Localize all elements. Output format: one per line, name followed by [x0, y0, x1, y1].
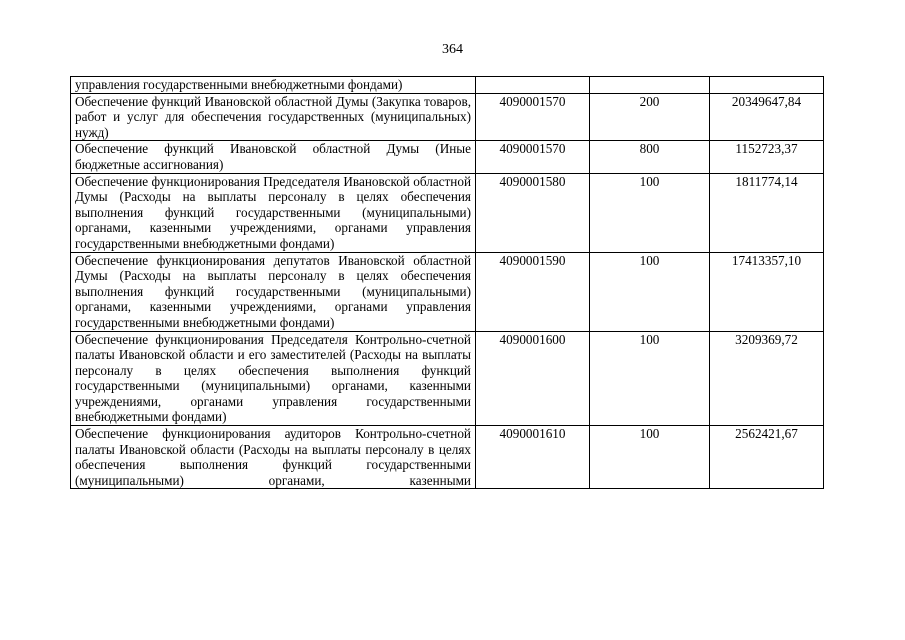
expense-type-cell: 100 [590, 331, 710, 426]
table-row [71, 141, 824, 173]
expense-type-cell: 200 [590, 93, 710, 141]
amount-cell: 1152723,37 [710, 141, 824, 173]
page-number: 364 [442, 42, 463, 57]
table-row [71, 93, 824, 141]
target-code-cell: 4090001600 [476, 331, 590, 426]
expense-name-cell: Обеспечение функционирования Председателя Ивановской областной Думы (Расходы на выплаты персоналу в целях обеспечения выполнения функций государственными (муниципальными) органами, казенными учреждениями, органами управления государственными внебюджетными фондами) [71, 173, 476, 252]
expense-type-cell: 800 [590, 141, 710, 173]
table-row [71, 77, 824, 94]
amount-cell: 20349647,84 [710, 93, 824, 141]
expense-name-cell: управления государственными внебюджетными фондами) [71, 77, 476, 94]
table-row [71, 426, 824, 489]
amount-cell [710, 77, 824, 94]
table-row [71, 252, 824, 331]
expense-name-cell: Обеспечение функционирования Председателя Контрольно-счетной палаты Ивановской области и его заместителей (Расходы на выплаты персоналу в целях обеспечения выполнения функций государственными (муниципальными) органами, казенными учреждениями, органами управления государственными внебюджетными фондами) [71, 331, 476, 426]
budget-table [70, 76, 824, 489]
target-code-cell: 4090001590 [476, 252, 590, 331]
table-row [71, 331, 824, 426]
amount-cell: 3209369,72 [710, 331, 824, 426]
target-code-cell: 4090001570 [476, 141, 590, 173]
expense-name-cell: Обеспечение функционирования депутатов Ивановской областной Думы (Расходы на выплаты персоналу в целях обеспечения выполнения функций государственными (муниципальными) органами, казенными учреждениями, органами управления государственными внебюджетными фондами) [71, 252, 476, 331]
target-code-cell: 4090001610 [476, 426, 590, 489]
amount-cell: 17413357,10 [710, 252, 824, 331]
expense-type-cell: 100 [590, 252, 710, 331]
expense-type-cell: 100 [590, 426, 710, 489]
amount-cell: 2562421,67 [710, 426, 824, 489]
expense-name-cell: Обеспечение функционирования аудиторов Контрольно-счетной палаты Ивановской области (Расходы на выплаты персоналу в целях обеспечения выполнения функций государственными (муниципальными) органами, казенными [71, 426, 476, 489]
target-code-cell: 4090001570 [476, 93, 590, 141]
target-code-cell: 4090001580 [476, 173, 590, 252]
expense-type-cell [590, 77, 710, 94]
amount-cell: 1811774,14 [710, 173, 824, 252]
table-row [71, 173, 824, 252]
expense-type-cell: 100 [590, 173, 710, 252]
expense-name-cell: Обеспечение функций Ивановской областной Думы (Иные бюджетные ассигнования) [71, 141, 476, 173]
expense-name-cell: Обеспечение функций Ивановской областной Думы (Закупка товаров, работ и услуг для обеспечения государственных (муниципальных) нужд) [71, 93, 476, 141]
target-code-cell [476, 77, 590, 94]
